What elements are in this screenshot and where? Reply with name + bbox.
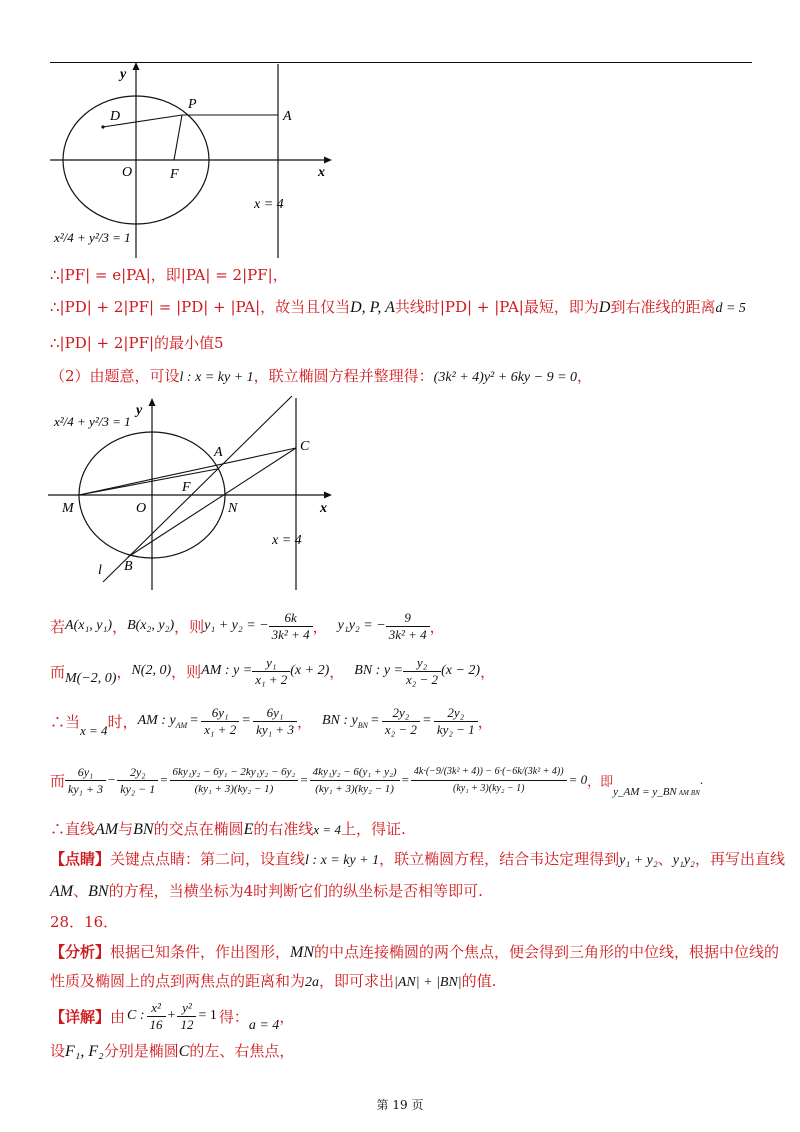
foci-let: 设 bbox=[50, 1042, 66, 1060]
point-N-label: N bbox=[228, 501, 238, 516]
plus-sign: + bbox=[167, 1008, 176, 1023]
y-bn-den-2: ky₂ − 1 bbox=[436, 721, 475, 737]
axis-x-label: x bbox=[318, 165, 325, 180]
y-am-num-2: 6y₁ bbox=[253, 705, 297, 722]
conclusion-a: ∴直线 bbox=[50, 820, 96, 838]
diff-frac-3 bbox=[170, 764, 299, 797]
diff-frac-2 bbox=[117, 764, 158, 797]
y-equality-text: y_AM = y_BN bbox=[613, 786, 677, 798]
fenxi-MN: MN bbox=[290, 944, 315, 961]
dianjing-sep-2: 、 bbox=[73, 882, 89, 900]
row-vieta bbox=[50, 606, 445, 646]
lines-comma-1: ， bbox=[116, 662, 132, 681]
xiangjie-label: 【详解】 bbox=[50, 1007, 111, 1026]
origin-label: O bbox=[122, 165, 133, 180]
line-4-line-eq: l : x = ky + 1 bbox=[179, 370, 254, 385]
ellipse-equation: x²/4 + y²/3 = 1 bbox=[54, 414, 131, 429]
diff-frac-5 bbox=[411, 764, 567, 797]
eq-sign-7: = bbox=[401, 772, 409, 787]
origin-label: O bbox=[136, 501, 147, 516]
point-P-label: P bbox=[188, 97, 197, 112]
xiangjie-from: 由 bbox=[110, 1007, 126, 1026]
diff-frac-4 bbox=[310, 764, 400, 797]
lines-comma-3: ， bbox=[480, 662, 496, 681]
dianjing-line-2 bbox=[50, 880, 483, 901]
line-3 bbox=[50, 332, 224, 353]
sum-num: 6k bbox=[269, 610, 313, 627]
directrix-label: x = 4 bbox=[254, 197, 284, 212]
point-D-label: D bbox=[110, 109, 121, 124]
product-num: 9 bbox=[386, 610, 430, 627]
vieta-if: 若 bbox=[50, 617, 66, 636]
line-4-part-a: （2）由题意，可设 bbox=[50, 367, 180, 385]
line-2 bbox=[50, 296, 746, 317]
fenxi-line-1 bbox=[50, 941, 779, 962]
row-x4 bbox=[50, 700, 493, 742]
diff-num-4: 4ky₁y₂ − 6(y₁ + y₂) bbox=[310, 764, 400, 781]
eq-sign-1: = bbox=[190, 713, 199, 728]
line-AM-lhs: AM : y = bbox=[201, 663, 253, 678]
foci-e: 的左、右焦点， bbox=[189, 1042, 295, 1060]
point-A-coords: A(x₁, y₁) bbox=[65, 618, 113, 633]
when-label: ∴当 bbox=[50, 712, 81, 731]
diff-den-2: ky₂ − 1 bbox=[120, 781, 156, 796]
eq-sign-3: = bbox=[370, 713, 379, 728]
xiangjie-comma: ， bbox=[279, 1007, 295, 1026]
diff-den-1: ky₁ + 3 bbox=[68, 781, 103, 796]
conclusion-i: 上，得证. bbox=[340, 820, 406, 838]
point-M-coords: M(−2, 0) bbox=[65, 671, 117, 686]
segment-BC bbox=[128, 448, 296, 557]
am-slope-num: y₁ bbox=[252, 655, 290, 672]
y-axis-arrow bbox=[133, 62, 140, 70]
y-bn-num-1: 2y₂ bbox=[382, 705, 420, 722]
diff-num-2: 2y₂ bbox=[117, 764, 158, 781]
sum-fraction bbox=[269, 610, 313, 643]
frac-y-den: 12 bbox=[180, 1016, 194, 1032]
conclusion-E: E bbox=[243, 821, 254, 838]
conclusion-g: 的右准线 bbox=[253, 820, 314, 838]
problem-28-number bbox=[50, 911, 118, 932]
diff-and: 而 bbox=[50, 771, 66, 790]
product-lhs: y₁y₂ = − bbox=[337, 618, 386, 633]
xiangjie-get: 得： bbox=[218, 1007, 249, 1026]
row-lines bbox=[50, 650, 495, 692]
figure-2 bbox=[40, 392, 350, 592]
foci-C: C bbox=[178, 1043, 190, 1060]
x-equals-4: x = 4 bbox=[80, 723, 108, 738]
equals-one: = 1 bbox=[198, 1008, 217, 1023]
foci-labels: F₁, F₂ bbox=[65, 1043, 104, 1060]
diff-num-5: 4k·(−9/(3k² + 4)) − 6·(−6k/(3k² + 4)) bbox=[411, 764, 567, 781]
dianjing-d: 的方程，当横坐标为4时判断它们的纵坐标是否相等即可. bbox=[108, 882, 483, 900]
line-2-part-c: 共线时|PD| + |PA|最短，即为 bbox=[394, 298, 599, 316]
diff-den-5: (ky₁ + 3)(ky₂ − 1) bbox=[452, 782, 525, 794]
y-am-sub: AM bbox=[175, 720, 188, 730]
line-BN-lhs: BN : y = bbox=[354, 663, 403, 678]
y-am-lhs bbox=[138, 713, 188, 730]
foci-line bbox=[50, 1040, 294, 1061]
line-BN-factor: (x − 2) bbox=[441, 663, 481, 678]
line-2-part-a: ∴|PD| + 2|PF| = |PD| + |PA|，故当且仅当 bbox=[50, 298, 351, 316]
sum-lhs: y₁ + y₂ = − bbox=[204, 618, 269, 633]
diff-num-1: 6y₁ bbox=[65, 764, 106, 781]
equals-zero: = 0 bbox=[568, 772, 588, 787]
y-bn-sub: BN bbox=[357, 720, 368, 730]
conclusion-AM: AM bbox=[95, 821, 119, 838]
xiangjie-line bbox=[50, 994, 294, 1038]
diff-num-3: 6ky₁y₂ − 6y₁ − 2ky₁y₂ − 6y₂ bbox=[170, 764, 299, 781]
line-1-text: ∴|PF| = e|PA|，即|PA| = 2|PF|， bbox=[50, 266, 288, 284]
point-F-label: F bbox=[182, 480, 191, 495]
dianjing-product: y₁y₂ bbox=[672, 853, 695, 868]
dianjing-AM: AM bbox=[50, 883, 74, 900]
vieta-comma-3: ， bbox=[429, 617, 445, 636]
line-2-part-e: 到右准线的距离 bbox=[610, 298, 716, 316]
eq-sign-5: = bbox=[160, 772, 168, 787]
dianjing-g: ，再写出直线 bbox=[694, 850, 785, 868]
line-2-point-D: D bbox=[598, 299, 611, 316]
line-2-collinear-points: D, P, A bbox=[350, 299, 395, 316]
axis-y-label: y bbox=[120, 67, 127, 82]
point-B-coords: B(x₂, y₂) bbox=[127, 618, 175, 633]
x-axis-arrow bbox=[324, 157, 332, 164]
line-4-part-c: ，联立椭圆方程并整理得： bbox=[253, 367, 434, 385]
directrix-label: x = 4 bbox=[272, 533, 302, 548]
point-M-label: M bbox=[62, 501, 74, 516]
fenxi-label: 【分析】 bbox=[50, 943, 111, 961]
line-4 bbox=[50, 365, 592, 386]
product-fraction bbox=[386, 610, 430, 643]
y-am-num-1: 6y₁ bbox=[201, 705, 239, 722]
foci-c: 分别是椭圆 bbox=[103, 1042, 179, 1060]
diff-den-4: (ky₁ + 3)(ky₂ − 1) bbox=[315, 782, 394, 795]
fenxi-a: 根据已知条件，作出图形， bbox=[110, 943, 291, 961]
frac-x-num: x² bbox=[147, 1000, 166, 1017]
fenxi-abs-sum: |AN| + |BN| bbox=[394, 975, 462, 990]
ellipse-C-label: C : bbox=[127, 1008, 145, 1023]
dianjing-BN: BN bbox=[88, 883, 109, 900]
diff-frac-1 bbox=[65, 764, 106, 797]
ellipse-equation: x²/4 + y²/3 = 1 bbox=[54, 230, 131, 245]
line-3-text: ∴|PD| + 2|PF|的最小值5 bbox=[50, 334, 224, 352]
frac-y-num: y² bbox=[177, 1000, 196, 1017]
row-difference bbox=[50, 752, 703, 808]
dianjing-c: ，联立椭圆方程，结合韦达定理得到 bbox=[379, 850, 620, 868]
fenxi2-e: 的值. bbox=[461, 972, 497, 990]
bn-slope-den: x₂ − 2 bbox=[406, 671, 439, 687]
fenxi2-c: ，即可求出 bbox=[319, 972, 395, 990]
line-AM-fraction bbox=[252, 655, 290, 688]
y-am-frac-1 bbox=[201, 705, 239, 738]
point-N-coords: N(2, 0) bbox=[131, 663, 172, 678]
y-equality bbox=[613, 786, 700, 798]
eq-sign-2: = bbox=[242, 713, 251, 728]
point-A-label: A bbox=[214, 445, 223, 460]
line-l bbox=[103, 396, 292, 582]
problem-number: 28．16． bbox=[50, 913, 119, 931]
point-D-dot bbox=[101, 125, 104, 128]
y-am-den-1: x₁ + 2 bbox=[204, 721, 237, 737]
axis-x-label: x bbox=[320, 501, 327, 516]
segment-PF bbox=[174, 115, 182, 160]
y-equality-sub-am: AM bbox=[678, 789, 689, 797]
lines-then: ，则 bbox=[171, 662, 202, 681]
product-den: 3k² + 4 bbox=[388, 626, 427, 642]
ellipse-C-frac-y bbox=[177, 1000, 196, 1033]
y-bn-lhs bbox=[322, 713, 368, 730]
dianjing-a: 关键点点睛：第二问，设直线 bbox=[110, 850, 306, 868]
am-slope-den: x₁ + 2 bbox=[255, 671, 288, 687]
point-A-label: A bbox=[283, 109, 292, 124]
dianjing-sep: 、 bbox=[657, 850, 673, 868]
sum-den: 3k² + 4 bbox=[271, 626, 310, 642]
a-equals-4: a = 4 bbox=[248, 1018, 280, 1033]
y-bn-frac-2 bbox=[434, 705, 478, 738]
x4-comma-1: ， bbox=[296, 712, 312, 731]
conclusion-x4: x = 4 bbox=[313, 822, 341, 837]
eq-sign-6: = bbox=[300, 772, 308, 787]
y-am-text: AM : y bbox=[137, 712, 176, 728]
x-axis-arrow bbox=[324, 492, 332, 499]
dianjing-sum: y₁ + y₂ bbox=[619, 853, 658, 868]
y-bn-text: BN : y bbox=[321, 712, 358, 728]
line-BN-fraction bbox=[403, 655, 441, 688]
diff-den-3: (ky₁ + 3)(ky₂ − 1) bbox=[194, 782, 274, 795]
y-am-den-2: ky₁ + 3 bbox=[256, 721, 294, 737]
vieta-then: ，则 bbox=[174, 617, 205, 636]
diff-i-e: ，即 bbox=[587, 774, 614, 790]
vieta-comma-1: ， bbox=[112, 617, 128, 636]
y-equality-sub-bn: BN bbox=[690, 789, 700, 797]
lines-comma-2: ， bbox=[329, 662, 345, 681]
dianjing-line-eq: l : x = ky + 1 bbox=[305, 853, 380, 868]
minus-sign: − bbox=[107, 772, 116, 787]
bn-slope-num: y₂ bbox=[403, 655, 441, 672]
ellipse-C-frac-x bbox=[147, 1000, 166, 1033]
line-AM-factor: (x + 2) bbox=[290, 663, 330, 678]
line-4-comma: ， bbox=[577, 367, 593, 385]
y-bn-num-2: 2y₂ bbox=[434, 705, 478, 722]
conclusion-c: 与 bbox=[118, 820, 134, 838]
segment-MA bbox=[79, 469, 217, 495]
conclusion-BN: BN bbox=[133, 821, 154, 838]
point-B-label: B bbox=[124, 559, 133, 574]
y-bn-frac-1 bbox=[382, 705, 420, 738]
fenxi-c: 的中点连接椭圆的两个焦点，便会得到三角形的中位线，根据中位线的 bbox=[314, 943, 780, 961]
conclusion-e: 的交点在椭圆 bbox=[153, 820, 244, 838]
y-am-frac-2 bbox=[253, 705, 297, 738]
point-C-label: C bbox=[300, 439, 310, 454]
line-l-label: l bbox=[98, 563, 102, 578]
when-suffix: 时， bbox=[107, 712, 138, 731]
line-4-quadratic: (3k² + 4)y² + 6ky − 9 = 0 bbox=[433, 370, 578, 385]
x4-comma-2: ， bbox=[477, 712, 493, 731]
fenxi2-a: 性质及椭圆上的点到两焦点的距离和为 bbox=[50, 972, 306, 990]
lines-and: 而 bbox=[50, 662, 66, 681]
vieta-comma-2: ， bbox=[312, 617, 328, 636]
line-2-distance: d = 5 bbox=[715, 301, 746, 316]
dianjing-label: 【点睛】 bbox=[50, 850, 111, 868]
fenxi-2a: 2a bbox=[305, 975, 320, 990]
conclusion bbox=[50, 818, 406, 839]
page-footer bbox=[0, 1096, 800, 1113]
figure-1 bbox=[40, 62, 350, 260]
axis-y-label: y bbox=[136, 403, 143, 418]
dianjing-line-1 bbox=[50, 848, 785, 869]
page-number: 第 19 页 bbox=[376, 1098, 424, 1112]
frac-x-den: 16 bbox=[149, 1016, 163, 1032]
y-axis-arrow bbox=[149, 398, 156, 406]
point-F-label: F bbox=[170, 167, 179, 182]
fenxi-line-2 bbox=[50, 970, 496, 991]
eq-sign-4: = bbox=[422, 713, 431, 728]
line-1 bbox=[50, 264, 288, 285]
diff-period: . bbox=[699, 772, 704, 787]
y-bn-den-1: x₂ − 2 bbox=[384, 721, 417, 737]
